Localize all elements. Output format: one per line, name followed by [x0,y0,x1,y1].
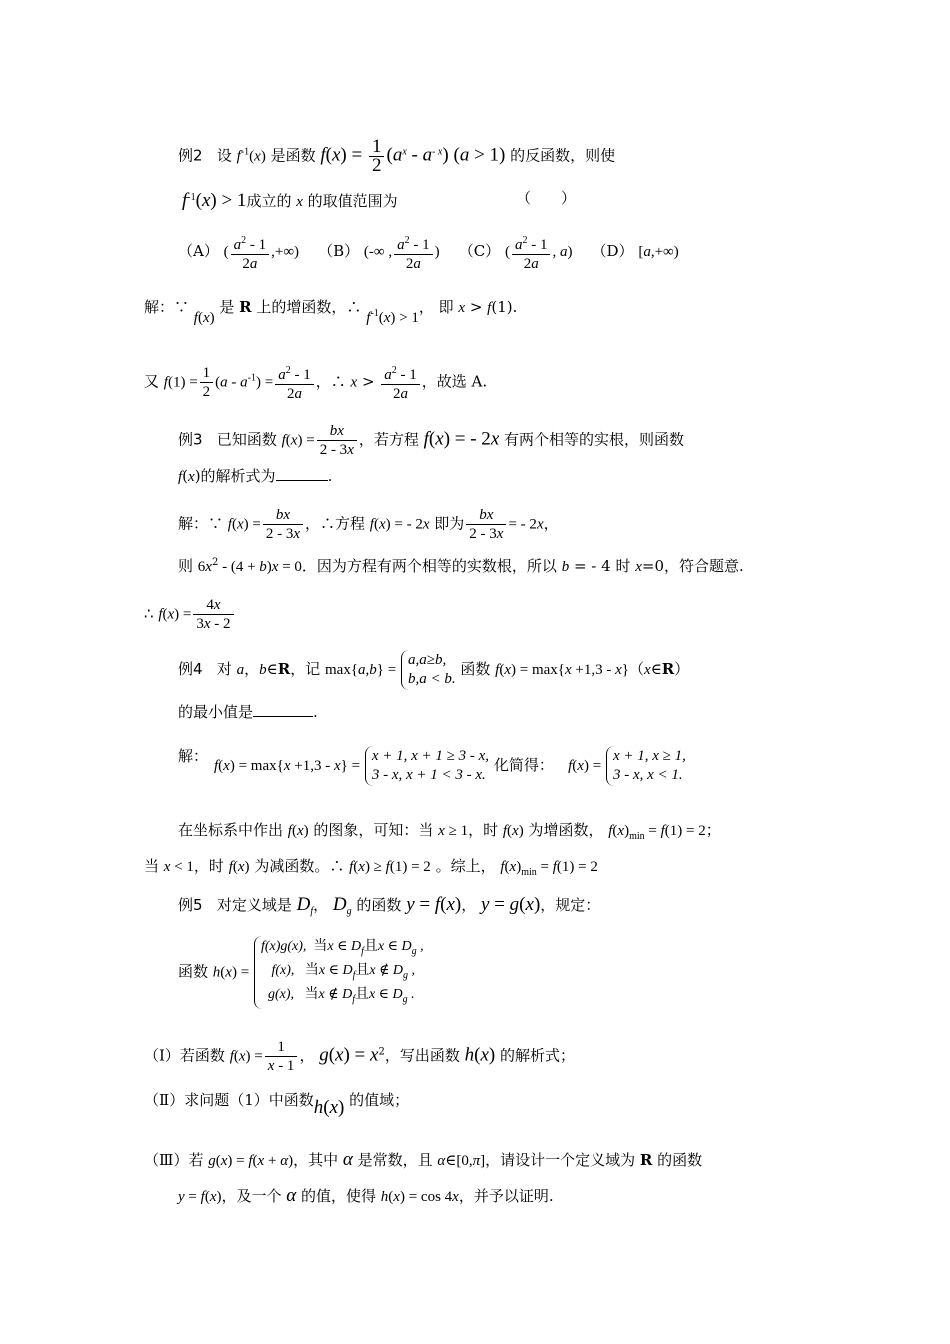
ex5-q2: （Ⅱ）求问题（1）中函数h(x) 的值域； [144,1091,410,1118]
ex4-label: 例4 [178,660,203,678]
ex2-solution-2: 又 f(1) = $\frac{1}{2}$ $(a - a^{-1})$ = $\frac{a^2 - 1}{2a}$ ，∴ x > $\frac{a^2 - 1}{2a}$ ，故选 A. [144,362,487,403]
ex2-solution-1: 解：∵ f(x) 是 R 上的增函数，∴ $f^{-1}(x) > 1$， 即 x > f(1). [144,298,518,326]
option-c: ( $\frac{a^2 - 1}{2a}$ , a) [505,244,573,260]
ex2-options [178,232,679,273]
ex4-solution-1: f(x) = max{x +1,3 - x} = x + 1, x + 1 ≥ 3 - x, 3 - x, x + 1 < 3 - x. 化简得： f(x) = x + 1, x ≥ 1, 3 - x, x < 1. [214,746,686,786]
ex4-blank[interactable] [253,702,313,717]
option-d: [a,+∞) [638,243,679,260]
ex3-line2: f(x)的解析式为 . [178,467,333,485]
ex3-line1: 例3 已知函数 f(x) = $\frac{bx}{2 - 3x}$ ，若方程 f(x) = - 2x 有两个相等的实根，则函数 [178,423,685,458]
ex4-solution-3: 当 x < 1，时 f(x) 为减函数。∴ f(x) ≥ f(1) = 2 。综上， $f(x)_{min} = f(1) = 2$ [144,857,598,878]
ex5-q1: （Ⅰ）若函数 f(x) = $\frac{1}{x - 1}$ ， $g(x) = x^2$，写出函数 h(x) 的解析式； [144,1039,575,1074]
ex3-solution-2: 则 $6x^2 - (4 + b)x = 0$．因为方程有两个相等的实数根，所以 b = - 4 时 x=0，符合题意. [178,557,744,575]
ex3-solution-1: 解：∵ f(x) = $\frac{bx}{2 - 3x}$ ，∴方程 f(x) = - 2x 即为 $\frac{bx}{2 - 3x}$ = - 2x， [178,507,559,542]
ex2-line1: 例2 设 $f^{-1}(x)$ 是函数 f(x) = $\frac{1}{2}$ $(a^x - a^{- x}) (a > 1)$ 的反函数，则使 [178,136,616,176]
option-b-label: （B） [318,241,360,260]
ex4-solution-label: 解： [178,747,209,765]
ex5-q3b: y = f(x)，及一个 α 的值，使得 h(x) = cos 4x，并予以证明. [178,1185,554,1206]
option-b: (-∞ , $\frac{a^2 - 1}{2a}$ ) [364,244,440,260]
option-a: ( $\frac{a^2 - 1}{2a}$ ,+∞) [224,244,299,260]
ex5-hdef: 函数 h(x) = f(x)g(x), 当x ∈ $D_f$且x ∈ $D_g$ , f(x), 当x ∈ $D_f$且x ∉ $D_g$ , g(x), 当x ∉ $D_f$且x ∈ $D_g$ . [178,936,424,1009]
ex4-line1: 例4 对 a，b∈R，记 max{a,b} = a,a≥b, b,a < b. 函数 f(x) = max{x +1,3 - x}（x∈R） [178,650,689,690]
ex5-q3a: （Ⅲ）若 g(x) = f(x + α)，其中 α 是常数，且 α∈[0,π]，请设计一个定义域为 R 的函数 [144,1149,703,1170]
ex3-solution-3: ∴ f(x) = $\frac{4x}{3x - 2}$ [144,596,236,633]
option-a-label: （A） [178,241,219,260]
ex5-line1: 例5 对定义域是 $D_f$， $D_g$ 的函数 y = f(x)， y = g(x)，规定： [178,894,601,917]
ex2-answer-paren: （ ） [516,189,577,207]
option-d-label: （D） [591,241,634,260]
ex3-blank[interactable] [276,466,328,481]
ex3-label: 例3 [178,430,203,449]
ex2-line2: $f^{-1}(x) > 1$成立的 x 的取值范围为 [182,190,398,211]
ex4-line2: 的最小值是 . [178,703,318,721]
half-fraction: $\frac{1}{2}$ [369,138,385,175]
ex2-label: 例2 [178,146,203,165]
ex4-solution-2: 在坐标系中作出 f(x) 的图象，可知：当 x ≥ 1，时 f(x) 为增函数， $f(x)_{min} = f(1) = 2$； [178,821,721,842]
ex5-label: 例5 [178,896,203,914]
option-c-label: （C） [458,241,501,260]
